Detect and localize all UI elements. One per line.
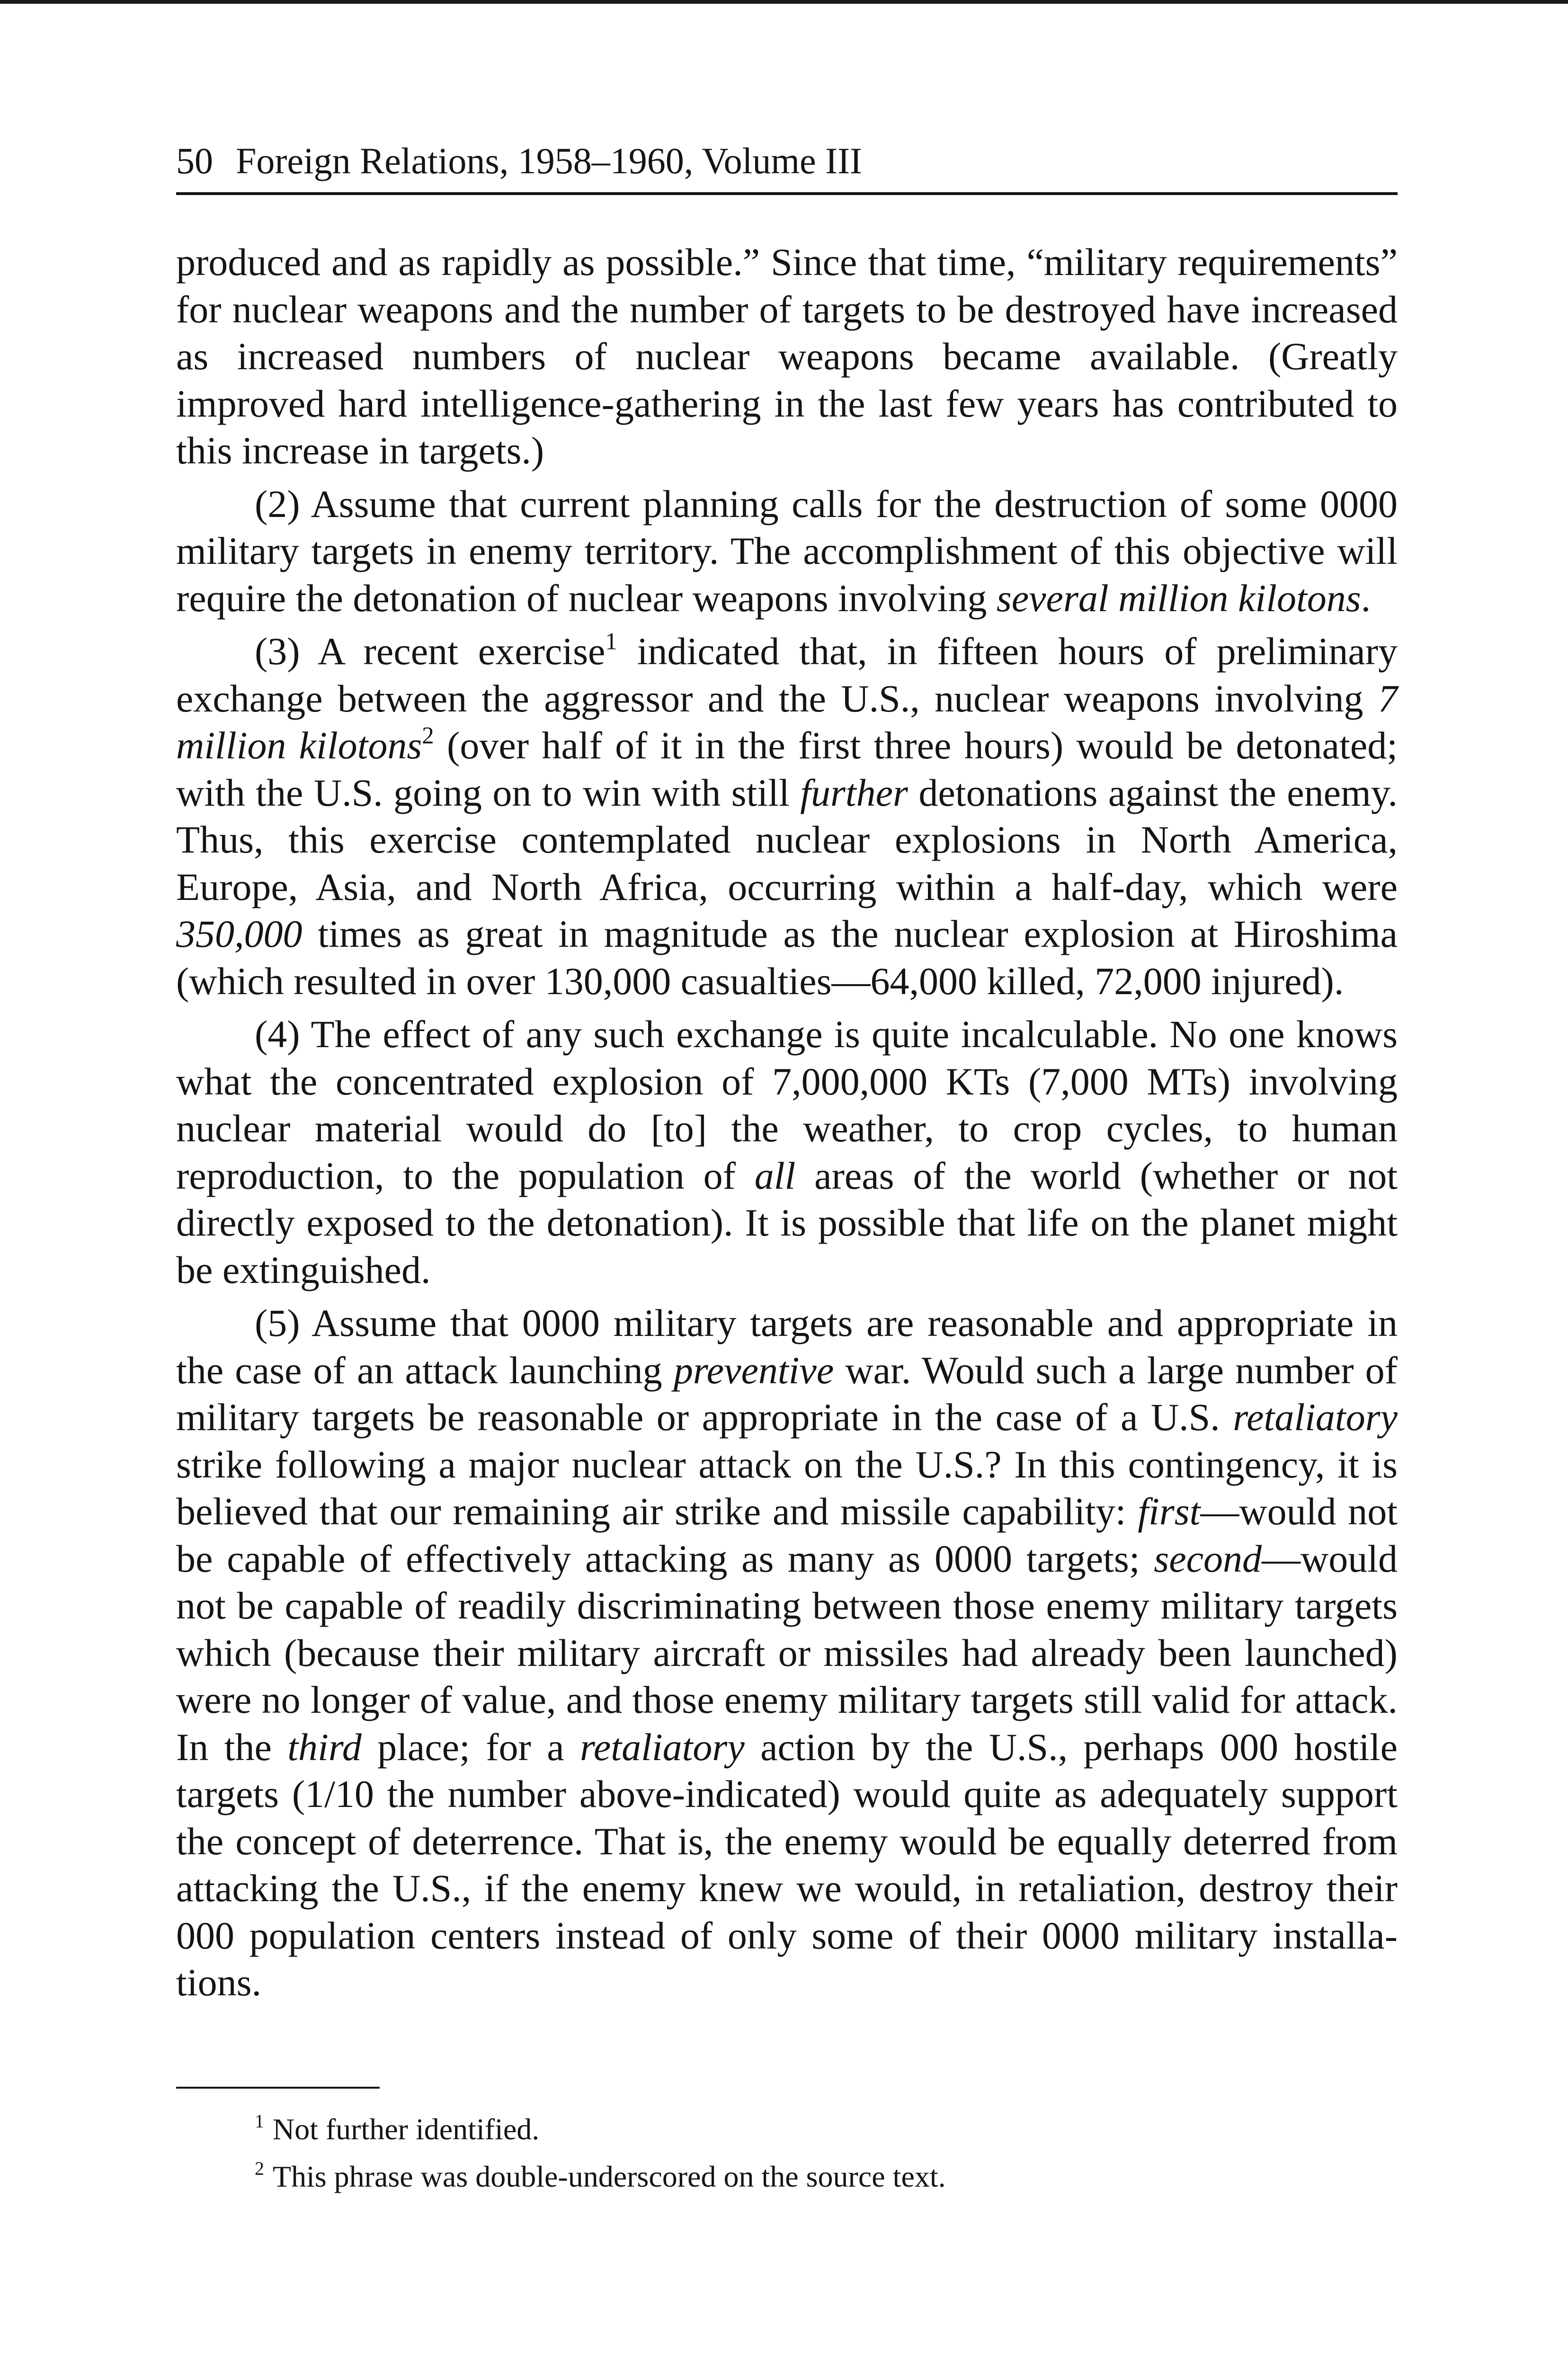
paragraph-3-text-e: times as great in magnitude as the nuclear explosion at Hiroshima (which resulted in over 130,000 casualties—64,000 killed, 72,000 injured).	[176, 912, 1398, 1003]
running-title: Foreign Relations, 1958–1960, Volume III	[236, 140, 863, 181]
paragraph-4	[176, 1011, 1398, 1293]
paragraph-5-text-b: war. Would such a large number of military targets be reasonable or appropriate in the case of a U.S.	[176, 1348, 1398, 1439]
paragraph-4-text-b: areas of the world (whether or not directly exposed to the detonation). It is possible that life on the planet might be extinguished.	[176, 1154, 1398, 1291]
footnote-marker: 2	[255, 2158, 264, 2179]
paragraph-5-text-c: strike following a major nuclear attack on the U.S.? In this contingency, it is believed that our remaining air strike and missile capability:	[176, 1442, 1398, 1533]
paragraph-5-text-e: —would not be capable of readily discriminating between those enemy military targets which (because their military aircraft or missiles had already been launched) were no longer of value, and those enemy military targets still valid for attack. In the	[176, 1537, 1398, 1769]
header-rule	[176, 192, 1398, 195]
paragraph-3	[176, 628, 1398, 1005]
footnotes	[176, 2106, 1398, 2200]
italic-phrase: third	[287, 1725, 362, 1769]
paragraph-5-text-d: —would not be capable of effectively attacking as many as 0000 targets;	[176, 1490, 1398, 1580]
paragraph-3-text-b: indicated that, in fifteen hours of preliminary exchange between the aggressor and the U.S., nuclear weapons involving	[176, 630, 1398, 720]
footnote-1	[176, 2106, 1398, 2153]
footnote-text: Not further identified.	[272, 2112, 540, 2146]
paragraph-3-text-d: detonations against the enemy. Thus, this exercise contemplated nuclear explosions in North America, Europe, Asia, and North Africa, occurring within a half-day, which were	[176, 771, 1398, 908]
italic-phrase: several million kilotons	[996, 576, 1361, 620]
italic-phrase: retaliatory	[580, 1725, 745, 1769]
footnote-text: This phrase was double-underscored on the source text.	[272, 2159, 946, 2193]
footnote-ref-2[interactable]: 2	[422, 722, 434, 749]
footnote-marker: 1	[255, 2110, 264, 2132]
paragraph-2-text: (2) Assume that current planning calls for the destruction of some 0000 military targets in enemy territory. The accomplishment of this objective will require the detonation of nuclear weapons involving	[176, 482, 1398, 620]
page-number: 50	[176, 140, 213, 181]
document-page	[176, 137, 1398, 2200]
paragraph-4-text-a: (4) The effect of any such exchange is quite incalculable. No one knows what the concentrated explosion of 7,000,000 KTs (7,000 MTs) involving nuclear material would do [to] the weather, to crop cycles, to human reproduction, to the population of	[176, 1013, 1398, 1197]
body-text	[176, 239, 1398, 2006]
italic-phrase: further	[800, 771, 908, 814]
paragraph-2	[176, 481, 1398, 622]
paragraph-3-text-c: (over half of it in the first three hours) would be detonated; with the U.S. going on to win with still	[176, 724, 1398, 814]
paragraph-5-text-a: (5) Assume that 0000 military targets are reasonable and appropriate in the case of an attack launching	[176, 1301, 1398, 1392]
paragraph-2-end: .	[1361, 576, 1371, 620]
paragraph-1	[176, 239, 1398, 474]
paragraph-1-text: produced and as rapidly as possible.” Since that time, “military requirements” for nuclear weapons and the number of targets to be destroyed have increased as increased numbers of nuclear weapons became available. (Greatly improved hard intelligence-gathering in the last few years has contributed to this increase in targets.)	[176, 240, 1398, 472]
paragraph-5	[176, 1299, 1398, 2006]
italic-phrase: first	[1138, 1490, 1201, 1533]
italic-phrase: second	[1154, 1537, 1262, 1580]
footnote-2	[176, 2153, 1398, 2200]
footnote-ref-1[interactable]: 1	[605, 628, 617, 655]
italic-phrase: 350,000	[176, 912, 303, 955]
paragraph-5-text-f: place; for a	[361, 1725, 580, 1769]
paragraph-5-text-g: action by the U.S., perhaps 000 hostile targets (1/10 the number above-indicated) would quite as adequately support the concept of deterrence. That is, the enemy would be equally deterred from attacking the U.S., if the enemy knew we would, in retaliation, destroy their 000 population centers instead of only some of their 0000 military installations.	[176, 1725, 1398, 2004]
paragraph-3-text-a: (3) A recent exercise	[255, 630, 606, 673]
italic-phrase: retaliatory	[1233, 1396, 1398, 1439]
running-head	[176, 137, 1398, 185]
italic-phrase: all	[754, 1154, 796, 1197]
italic-phrase: 7 million kilotons	[176, 676, 1398, 767]
italic-phrase: preventive	[673, 1348, 834, 1392]
footnote-rule	[176, 2087, 380, 2089]
top-edge-rule	[0, 0, 1568, 4]
